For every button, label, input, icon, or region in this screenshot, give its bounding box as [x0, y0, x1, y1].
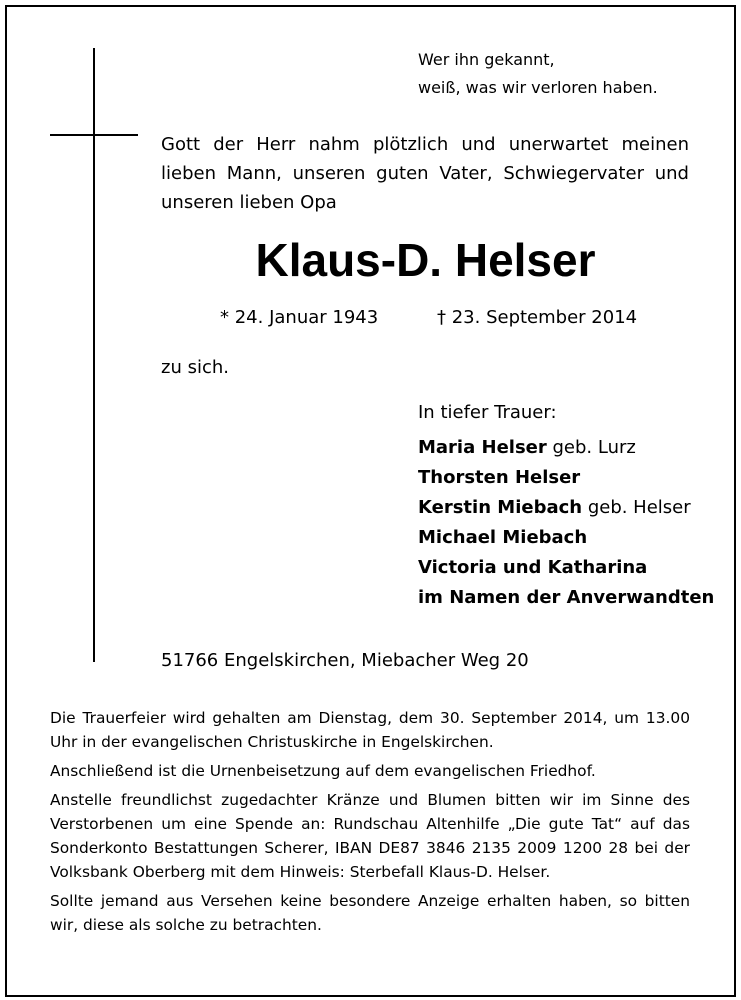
family-address: 51766 Engelskirchen, Miebacher Weg 20	[161, 650, 529, 671]
mourners-heading: In tiefer Trauer:	[418, 402, 557, 423]
death-date: † 23. September 2014	[437, 307, 638, 328]
mourner-name: Victoria und Katharina	[418, 557, 648, 578]
closing-phrase: zu sich.	[161, 357, 229, 378]
intro-paragraph: Gott der Herr nahm plötzlich und unerwartet meinen lieben Mann, unseren guten Vater, Schwiegervater und unseren lieben Opa	[161, 134, 689, 213]
motto-line-2: weiß, was wir verloren haben.	[418, 78, 658, 97]
donation-note: Anstelle freundlichst zugedachter Kränze und Blumen bitten wir im Sinne des Verstorbenen um eine Spende an: Rundschau Altenhilfe „Die gute Tat“ auf das Sonderkonto Bestattungen Scherer, IBAN DE87 3846 2135 2009 1200 28 bei der Volksbank Oberberg mit dem Hinweis: Sterbefall Klaus-D. Helser.	[50, 791, 690, 881]
mourner-name: Michael Miebach	[418, 527, 588, 548]
mourner-entry	[418, 583, 714, 613]
motto-line-1: Wer ihn gekannt,	[418, 50, 555, 69]
mourner-entry	[418, 553, 714, 583]
notice-note: Sollte jemand aus Versehen keine besondere Anzeige erhalten haben, so bitten wir, diese als solche zu betrachten.	[50, 892, 690, 934]
mourner-name: Thorsten Helser	[418, 467, 581, 488]
birth-date: * 24. Januar 1943	[220, 307, 379, 328]
mourner-entry	[418, 433, 714, 463]
mourner-entry	[418, 463, 714, 493]
cross-symbol-vertical	[93, 48, 95, 662]
mourner-name: Kerstin Miebach	[418, 497, 583, 518]
motto	[418, 46, 658, 102]
burial-note: Anschließend ist die Urnenbeisetzung auf dem evangelischen Friedhof.	[50, 762, 596, 780]
cross-symbol-horizontal	[50, 134, 138, 136]
intro-text	[161, 130, 689, 217]
mourners-list	[418, 398, 714, 613]
deceased-name: Klaus-D. Helser	[255, 234, 596, 286]
funeral-service-note: Die Trauerfeier wird gehalten am Dienstag, dem 30. September 2014, um 13.00 Uhr in der evangelischen Christuskirche in Engelskirchen.	[50, 709, 690, 751]
mourner-entry	[418, 523, 714, 553]
mourner-entry	[418, 493, 714, 523]
mourner-name: Maria Helser	[418, 437, 547, 458]
mourner-name: im Namen der Anverwandten	[418, 587, 715, 608]
funeral-notes	[50, 706, 690, 942]
mourner-suffix: geb. Lurz	[546, 437, 636, 458]
mourner-suffix: geb. Helser	[582, 497, 691, 518]
